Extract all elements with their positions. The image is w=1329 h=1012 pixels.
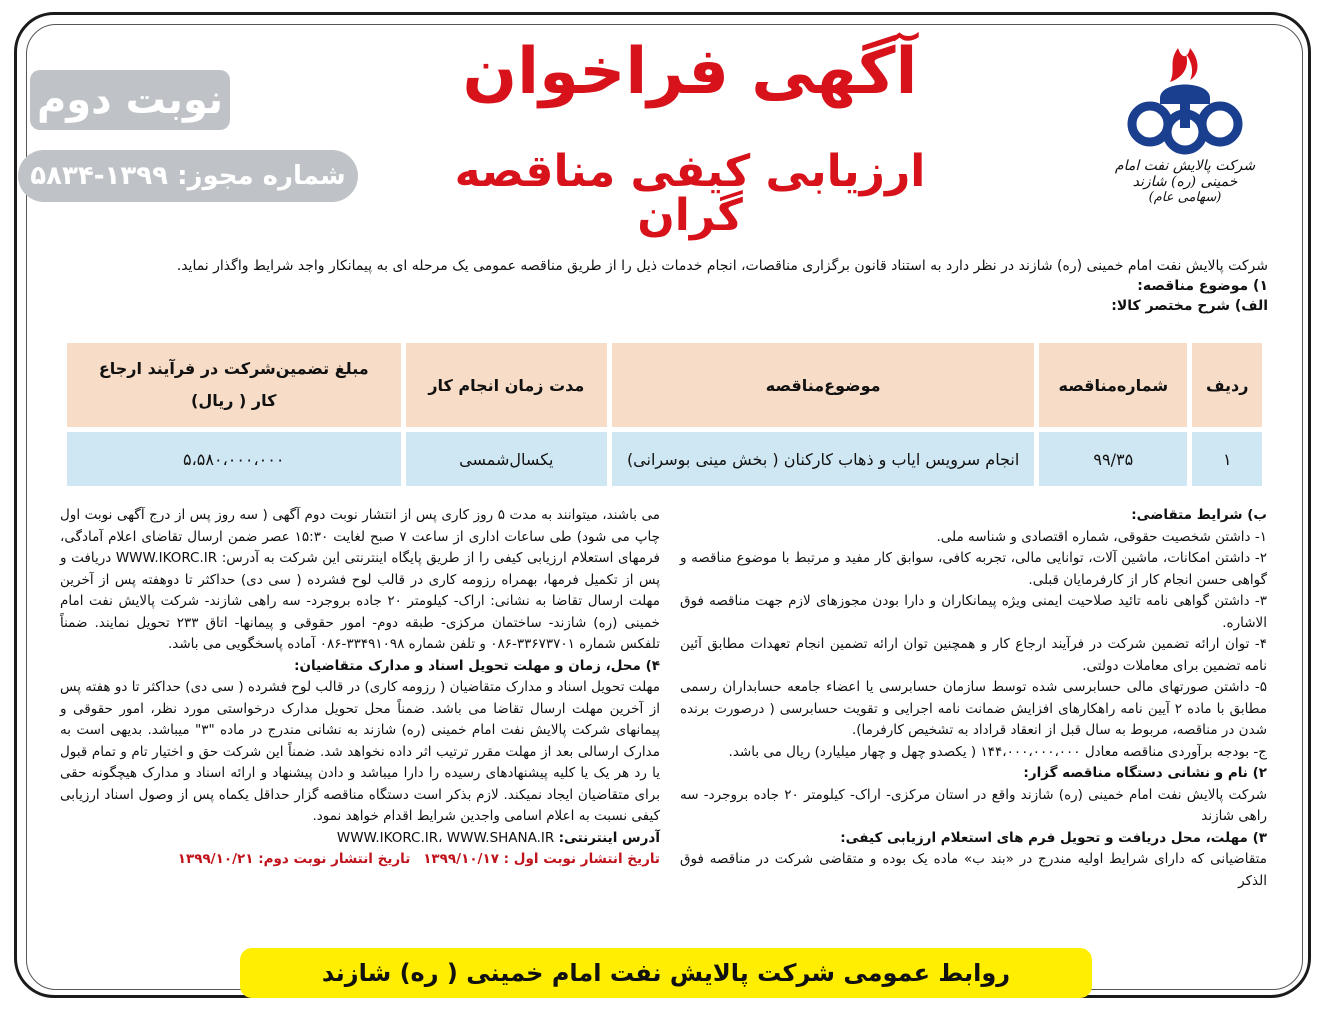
budget-text: ج- بودجه برآوردی مناقصه معادل ۱۴۴،۰۰۰،۰۰۰،۰۰۰ ( یکصدو چهل و چهار میلیارد) ریال می باشد.: [728, 743, 1267, 760]
condition-item: ۴- توان ارائه تضمین شرکت در فرآیند ارجاع کار و همچنین توان ارائه تضمین انجام تعهدات مطابق آئین نامه تضمین برای معاملات دولتی.: [680, 636, 1267, 674]
company-name: شرکت پالایش نفت امام خمینی (ره) شازند: [1114, 158, 1256, 190]
cell-row-number: ۱: [1192, 432, 1262, 486]
license-badge: شماره مجوز: ۱۳۹۹-۵۸۳۴: [18, 150, 358, 202]
intro-section: [60, 256, 1268, 316]
website-links[interactable]: WWW.IKORC.IR، WWW.SHANA.IR: [336, 829, 555, 846]
header-row-number: ردیف: [1192, 343, 1262, 427]
refinery-emblem-icon: [1120, 40, 1250, 155]
table-header-row: [67, 343, 1262, 427]
header-tender-number: شماره‌مناقصه: [1039, 343, 1187, 427]
header-tender-subject: موضوع‌مناقصه: [612, 343, 1034, 427]
cell-guarantee: ۵،۵۸۰،۰۰۰،۰۰۰: [67, 432, 401, 486]
first-publish-date: تاریخ انتشار نوبت اول : ۱۳۹۹/۱۰/۱۷: [423, 851, 660, 867]
subject-heading: ۱) موضوع مناقصه:: [1137, 278, 1268, 294]
company-logo: [1105, 40, 1265, 220]
second-publish-date: تاریخ انتشار نوبت دوم: ۱۳۹۹/۱۰/۲۱: [177, 851, 411, 867]
address-text: شرکت پالایش نفت امام خمینی (ره) شازند واقع در استان مرکزی- اراک- کیلومتر ۲۰ جاده بروجرد- سه راهی شازند: [680, 786, 1268, 824]
description-heading: الف) شرح مختصر کالا:: [1111, 298, 1268, 314]
condition-item: ۲- داشتن امکانات، ماشین آلات، توانایی مالی، تجربه کافی، سوابق کار مفید و مرتبط با موضوع مناقصه و گواهی حسن انجام کار از کارفرمایان قبلی.: [680, 550, 1267, 588]
conditions-heading: ب) شرایط متقاضی:: [1131, 507, 1267, 523]
procedure-column: [60, 505, 660, 871]
condition-item: ۵- داشتن صورتهای مالی حسابرسی شده توسط سازمان حسابرسی یا اعضاء جامعه حسابداران رسمی مطابق با ماده ۲ آیین نامه راهکارهای افزایش ضمانت نامه اجرایی و تقویت حسابرسی ( درصورت برنده شدن در مناقصه، مربوط به سال قبل از انعقاد قراداد به تشخیص کارفرما).: [680, 679, 1267, 738]
page-title: آگهی فراخوان: [462, 35, 918, 109]
company-type: (سهامی عام): [1148, 190, 1222, 205]
condition-item: ۳- داشتن گواهی نامه تائید صلاحیت ایمنی ویژه پیمانکاران و دارا بودن مجوزهای لازم جهت مناقصه فوق الاشاره.: [680, 593, 1267, 631]
public-relations-footer: روابط عمومی شرکت پالایش نفت امام خمینی ( ره) شازند: [240, 948, 1092, 998]
tender-table: [62, 338, 1267, 491]
address-heading: ۲) نام و نشانی دستگاه مناقصه گزار:: [1023, 765, 1267, 781]
intro-text: شرکت پالایش نفت امام خمینی (ره) شازند در نظر دارد به استناد قانون برگزاری مناقصات، انجام خدمات ذیل را از طریق مناقصه عمومی یک مرحله ای به پیمانکار واجد شرایط واگذار نماید.: [176, 258, 1268, 274]
cell-tender-subject: انجام سرویس ایاب و ذهاب کارکنان ( بخش مینی بوسرانی): [612, 432, 1034, 486]
forms-heading: ۳) مهلت، محل دریافت و تحویل فرم های استعلام ارزیابی کیفی:: [840, 829, 1267, 846]
round-badge: نوبت دوم: [30, 70, 230, 130]
website-label: آدرس اینترنتی:: [558, 829, 660, 846]
documents-text: مهلت تحویل اسناد و مدارک متقاضیان ( رزومه کاری) در قالب لوح فشرده ( سی دی) حداکثر تا دو هفته پس از آخرین مهلت ارسال تقاضا می باشد. ضمناً محل تحویل مدارک درخواستی مورد نظر، امور حقوقی و پیمانهای شرکت پالایش نفت امام خمینی (ره) شازند به نشانی مندرج در ماده "۳" میباشد. بدیهی است به مدارک ارسالی بعد از مهلت مقرر ترتیب اثر داده نخواهد شد. ضمناً این شرکت حق و اختیار تام و تمام قبول یا رد هر یک یا کلیه پیشنهادهای رسیده را دارا میباشد و دادن پیشنهاد و ارائه اسناد و مدارک هیچگونه حقی برای متقاضیان ایجاد نمیکند. لازم بذکر است دستگاه مناقصه گزار حداقل یکماه پس از وصول اسناد ارزیابی کیفی نسبت به اعلام اسامی واجدین شرایط اقدام خواهد نمود.: [60, 679, 660, 824]
table-row: [67, 432, 1262, 486]
header-guarantee: مبلغ تضمین‌شرکت در فرآیند ارجاع کار ( ریال): [67, 343, 401, 427]
header-duration: مدت زمان انجام کار: [406, 343, 608, 427]
cell-duration: یکسال‌شمسی: [406, 432, 608, 486]
forms-text: متقاضیانی که دارای شرایط اولیه مندرج در «بند ب» ماده یک بوده و متقاضی شرکت در مناقصه فوق الذکر: [680, 851, 1267, 889]
page-subtitle: ارزیابی کیفی مناقصه گران: [454, 146, 926, 241]
procedure-text: می باشند، میتوانند به مدت ۵ روز کاری پس از انتشار نوبت دوم آگهی ( سه روز پس از درج آگهی نوبت اول چاپ می شود) طی ساعات اداری از ساعت ۷ صبح لغایت ۱۵:۳۰ عصر ضمن ارسال تقاضای اعلام آمادگی، فرمهای استعلام ارزیابی کیفی را از طریق پایگاه اینترنتی این شرکت به آدرس: WWW.IKORC.IR دریافت و پس از تکمیل فرمها، بهمراه رزومه کاری در قالب لوح فشرده ( سی دی) حداکثر تا دوهفته پس از آخرین مهلت ارسال تقاضا به نشانی: اراک- کیلومتر ۲۰ جاده بروجرد- سه راهی شازند- شرکت پالایش نفت امام خمینی (ره) شازند- ساختمان مرکزی- طبقه دوم- امور حقوقی و پیمانها- اتاق ۲۳۳ تحویل نمایند. ضمناً تلفکس شماره ۳۳۶۷۳۷۰۱-۰۸۶ و تلفن شماره ۳۳۴۹۱۰۹۸-۰۸۶ آماده پاسخگویی می باشد.: [60, 507, 660, 652]
condition-item: ۱- داشتن شخصیت حقوقی، شماره اقتصادی و شناسه ملی.: [936, 528, 1267, 545]
cell-tender-number: ۹۹/۳۵: [1039, 432, 1187, 486]
conditions-column: [680, 505, 1267, 892]
documents-heading: ۴) محل، زمان و مهلت تحویل اسناد و مدارک متقاضیان:: [294, 657, 660, 674]
